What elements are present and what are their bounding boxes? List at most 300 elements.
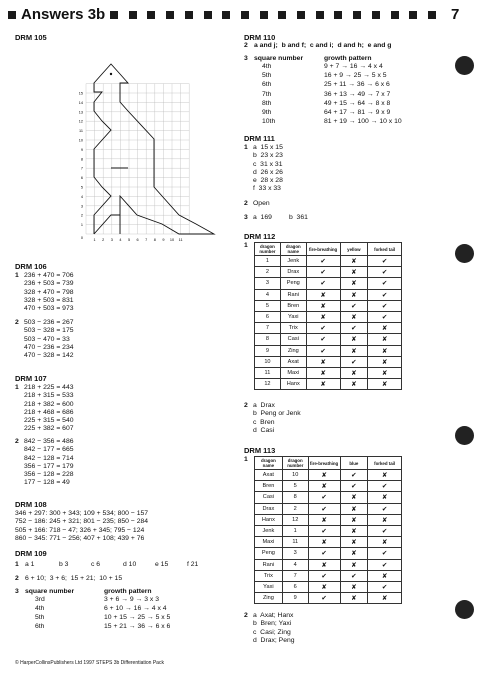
x-tick-label: 10 xyxy=(169,238,175,242)
drm108-heading: DRM 108 xyxy=(15,500,47,509)
table-cell: 5 xyxy=(282,481,308,492)
table-cell: 2 xyxy=(255,267,281,278)
page-title: Answers 3b xyxy=(21,6,106,23)
growth-pattern: 10 + 15 → 25 → 5 x 5 xyxy=(104,614,171,621)
growth-pattern: 16 + 9 → 25 → 5 x 5 xyxy=(324,72,387,80)
y-tick-label: 14 xyxy=(78,100,83,105)
drm111-q3-a: a 169 xyxy=(253,214,272,221)
answer-line: 470 − 328 = 142 xyxy=(24,352,74,360)
answer-line: 503 − 236 = 267 xyxy=(24,319,74,326)
banner-square xyxy=(129,11,137,19)
drm109-q3-right-heading: growth pattern xyxy=(104,588,152,595)
check-cell: ✘ xyxy=(340,334,368,345)
table-cell: Jenk xyxy=(280,256,306,267)
table-cell: 1 xyxy=(282,525,308,536)
check-cell: ✘ xyxy=(308,537,340,548)
check-cell: ✔ xyxy=(368,581,402,592)
question-number: 2 xyxy=(244,42,248,49)
check-cell: ✘ xyxy=(368,570,402,581)
table-cell: 9 xyxy=(255,345,281,356)
check-cell: ✔ xyxy=(308,492,340,503)
drm113-heading: DRM 113 xyxy=(244,446,276,455)
answer-line: 236 + 503 = 739 xyxy=(24,280,74,288)
y-tick-label: 6 xyxy=(80,176,83,181)
check-cell: ✘ xyxy=(306,367,340,378)
check-cell: ✔ xyxy=(368,481,402,492)
table-cell: Zing xyxy=(255,593,283,604)
check-cell: ✘ xyxy=(340,278,368,289)
square-number: 10th xyxy=(262,118,276,126)
answer-line: 218 + 225 = 443 xyxy=(24,384,74,391)
square-number: 4th xyxy=(35,605,45,612)
answer-line: 842 − 128 = 714 xyxy=(24,454,74,462)
table-row xyxy=(255,514,402,525)
check-cell: ✔ xyxy=(306,267,340,278)
table-cell: 11 xyxy=(255,367,281,378)
answer-line: 218 + 382 = 600 xyxy=(24,400,74,408)
answer-line: c Bren xyxy=(253,418,275,426)
answer-line: a Axat; Hanx xyxy=(253,612,294,619)
banner-square xyxy=(297,11,305,19)
answer-line: 225 + 382 = 607 xyxy=(24,425,74,433)
table-cell: Trix xyxy=(255,570,283,581)
square-number: 5th xyxy=(35,614,45,621)
column-header: fire-breathing xyxy=(306,243,340,256)
dragon-eye xyxy=(110,73,112,75)
table-row xyxy=(255,300,402,311)
check-cell: ✘ xyxy=(368,470,402,481)
column-header: dragon name xyxy=(255,457,283,470)
table-row xyxy=(255,323,402,334)
x-tick-label: 9 xyxy=(162,238,165,242)
check-cell: ✔ xyxy=(308,593,340,604)
growth-pattern: 3 + 6 → 9 → 3 x 3 xyxy=(104,596,159,603)
check-cell: ✘ xyxy=(306,379,340,390)
banner-square xyxy=(334,11,342,19)
drm111-q2: Open xyxy=(253,200,270,207)
question-number: 2 xyxy=(244,402,248,409)
y-tick-label: 10 xyxy=(78,138,83,143)
drm110-q3-left-heading: square number xyxy=(254,55,304,62)
check-cell: ✘ xyxy=(340,581,368,592)
x-tick-label: 2 xyxy=(102,238,105,242)
check-cell: ✔ xyxy=(306,278,340,289)
check-cell: ✔ xyxy=(308,525,340,536)
growth-pattern: 64 + 17 → 81 → 9 x 9 xyxy=(324,109,391,116)
answer-line: 346 + 297: 300 + 343; 109 + 534; 800 − 157 xyxy=(15,510,149,517)
check-cell: ✘ xyxy=(340,503,368,514)
binder-hole xyxy=(455,56,474,75)
square-number: 8th xyxy=(262,99,272,107)
question-number: 2 xyxy=(15,319,19,326)
question-number: 3 xyxy=(15,588,19,595)
table-row xyxy=(255,379,402,390)
banner-square xyxy=(8,11,16,19)
check-cell: ✘ xyxy=(340,289,368,300)
table-cell: 6 xyxy=(282,581,308,592)
table-cell: Drax xyxy=(255,503,283,514)
check-cell: ✔ xyxy=(368,267,402,278)
answer-line: 470 + 503 = 973 xyxy=(24,305,74,313)
growth-pattern: 15 + 21 → 36 → 6 x 6 xyxy=(104,623,171,630)
check-cell: ✘ xyxy=(340,256,368,267)
x-tick-label: 5 xyxy=(127,238,131,242)
drm109-q2: 6 + 10; 3 + 6; 15 + 21; 10 + 15 xyxy=(25,575,123,582)
check-cell: ✘ xyxy=(306,356,340,367)
banner-square xyxy=(316,11,324,19)
table-cell: 3 xyxy=(282,548,308,559)
column-header: blue xyxy=(340,457,368,470)
check-cell: ✔ xyxy=(368,525,402,536)
table-cell: Zing xyxy=(280,345,306,356)
table-cell: 11 xyxy=(282,537,308,548)
check-cell: ✘ xyxy=(368,356,402,367)
answer-line: 356 − 128 = 228 xyxy=(24,471,74,479)
y-tick-label: 1 xyxy=(80,223,83,228)
drm111-q3-b: b 361 xyxy=(289,214,308,221)
growth-pattern: 81 + 19 → 100 → 10 x 10 xyxy=(324,118,402,126)
table-cell: Hanx xyxy=(280,379,306,390)
x-tick-label: 4 xyxy=(119,238,122,242)
question-number: 3 xyxy=(244,55,248,62)
drm111-q1-list xyxy=(253,144,283,194)
table-cell: Casi xyxy=(255,492,283,503)
square-number: 3rd xyxy=(35,596,45,603)
answer-item: e 15 xyxy=(155,561,169,568)
column-header: dragon number xyxy=(255,243,281,256)
check-cell: ✘ xyxy=(308,514,340,525)
answer-line: 503 − 470 = 33 xyxy=(24,335,70,343)
x-tick-label: 1 xyxy=(93,238,96,242)
table-cell: Peng xyxy=(280,278,306,289)
growth-pattern: 49 + 15 → 64 → 8 x 8 xyxy=(324,99,391,107)
banner-square xyxy=(185,11,193,19)
table-cell: 8 xyxy=(255,334,281,345)
y-tick-label: 9 xyxy=(80,147,83,152)
check-cell: ✘ xyxy=(340,593,368,604)
question-number: 1 xyxy=(15,561,19,568)
table-row xyxy=(255,311,402,322)
answer-line: 225 + 315 = 540 xyxy=(24,417,74,425)
answer-line: a 15 x 15 xyxy=(253,144,283,151)
check-cell: ✔ xyxy=(306,345,340,356)
table-cell: Axat xyxy=(280,356,306,367)
drm110-q2: a and j; b and f; c and i; d and h; e and g xyxy=(254,42,392,49)
page-number: 7 xyxy=(451,6,460,23)
question-number: 2 xyxy=(244,200,248,207)
table-cell: Yaxi xyxy=(280,311,306,322)
check-cell: ✘ xyxy=(368,323,402,334)
check-cell: ✘ xyxy=(340,537,368,548)
growth-pattern: 6 + 10 → 16 → 4 x 4 xyxy=(104,605,167,612)
check-cell: ✘ xyxy=(368,345,402,356)
y-tick-label: 3 xyxy=(80,204,83,209)
question-number: 1 xyxy=(15,272,19,279)
table-row xyxy=(255,593,402,604)
check-cell: ✘ xyxy=(340,514,368,525)
answer-item: a 1 xyxy=(25,561,35,568)
square-number: 6th xyxy=(262,81,272,89)
drm109-heading: DRM 109 xyxy=(15,549,47,558)
y-tick-label: 15 xyxy=(78,91,83,96)
answer-item: f 21 xyxy=(187,561,199,568)
banner-square xyxy=(260,11,268,19)
drm107-heading: DRM 107 xyxy=(15,374,47,383)
table-row xyxy=(255,548,402,559)
answer-line: b 23 x 23 xyxy=(253,152,283,160)
binder-hole xyxy=(455,244,474,263)
column-header: yellow xyxy=(340,243,368,256)
check-cell: ✔ xyxy=(368,559,402,570)
drm109-q3-left-heading: square number xyxy=(25,588,75,595)
square-number: 7th xyxy=(262,90,272,98)
answer-line: 842 − 177 = 665 xyxy=(24,446,74,454)
answer-line: 752 − 186: 245 + 321; 801 − 235; 850 − 284 xyxy=(15,518,149,526)
table-cell: Hanx xyxy=(255,514,283,525)
table-cell: 6 xyxy=(255,311,281,322)
table-cell: Axat xyxy=(255,470,283,481)
table-row xyxy=(255,345,402,356)
answer-line: c Casi; Zing xyxy=(253,628,291,636)
question-number: 2 xyxy=(15,575,19,582)
answer-item: d 10 xyxy=(123,561,137,568)
check-cell: ✘ xyxy=(308,581,340,592)
column-header: dragon number xyxy=(282,457,308,470)
y-tick-label: 2 xyxy=(80,213,83,218)
check-cell: ✔ xyxy=(368,548,402,559)
table-cell: 5 xyxy=(255,300,281,311)
check-cell: ✘ xyxy=(340,345,368,356)
check-cell: ✘ xyxy=(340,559,368,570)
table-cell: 8 xyxy=(282,492,308,503)
table-row xyxy=(255,537,402,548)
table-row xyxy=(255,267,402,278)
answer-line: 236 + 470 = 706 xyxy=(24,272,74,279)
table-cell: 9 xyxy=(282,593,308,604)
table-cell: 3 xyxy=(255,278,281,289)
table-cell: Peng xyxy=(255,548,283,559)
growth-pattern: 9 + 7 → 16 → 4 x 4 xyxy=(324,63,383,70)
binder-hole xyxy=(455,600,474,619)
check-cell: ✔ xyxy=(340,300,368,311)
check-cell: ✘ xyxy=(306,289,340,300)
question-number: 2 xyxy=(15,438,19,445)
x-tick-label: 11 xyxy=(178,238,183,242)
square-number: 5th xyxy=(262,72,272,80)
column-header: forked tail xyxy=(368,243,402,256)
question-number: 1 xyxy=(244,456,248,463)
table-row xyxy=(255,503,402,514)
drm111-heading: DRM 111 xyxy=(244,134,275,143)
drm112-table xyxy=(254,242,402,390)
binder-hole xyxy=(455,426,474,445)
check-cell: ✔ xyxy=(308,548,340,559)
banner-square xyxy=(278,11,286,19)
table-row xyxy=(255,492,402,503)
table-cell: 4 xyxy=(255,289,281,300)
table-row xyxy=(255,525,402,536)
check-cell: ✔ xyxy=(368,256,402,267)
y-tick-label: 8 xyxy=(80,157,83,162)
check-cell: ✘ xyxy=(340,548,368,559)
table-cell: 2 xyxy=(282,503,308,514)
table-cell: Bren xyxy=(255,481,283,492)
table-cell: Maxi xyxy=(280,367,306,378)
check-cell: ✘ xyxy=(308,559,340,570)
check-cell: ✘ xyxy=(340,525,368,536)
check-cell: ✘ xyxy=(368,537,402,548)
table-row xyxy=(255,559,402,570)
table-cell: Jenk xyxy=(255,525,283,536)
square-number: 4th xyxy=(262,63,272,70)
square-number: 9th xyxy=(262,109,272,116)
answer-line: 218 + 468 = 686 xyxy=(24,408,74,416)
table-row xyxy=(255,470,402,481)
table-cell: Rani xyxy=(280,289,306,300)
y-tick-label: 12 xyxy=(78,119,83,124)
check-cell: ✔ xyxy=(340,570,368,581)
drm106-q2-list xyxy=(24,319,74,360)
column-header: fire-breathing xyxy=(308,457,340,470)
x-tick-label: 3 xyxy=(110,238,113,242)
drm107-q2-list xyxy=(24,438,74,488)
check-cell: ✔ xyxy=(340,356,368,367)
table-cell: 4 xyxy=(282,559,308,570)
question-number: 1 xyxy=(244,144,248,151)
banner-square xyxy=(428,11,436,19)
banner-square xyxy=(241,11,249,19)
answer-line: 177 − 128 = 49 xyxy=(24,479,70,487)
growth-pattern: 25 + 11 → 36 → 6 x 6 xyxy=(324,81,390,89)
table-cell: 7 xyxy=(282,570,308,581)
banner-square xyxy=(222,11,230,19)
check-cell: ✔ xyxy=(340,323,368,334)
banner-square xyxy=(391,11,399,19)
check-cell: ✘ xyxy=(368,593,402,604)
answer-line: 356 − 177 = 179 xyxy=(24,462,74,470)
y-tick-label: 11 xyxy=(79,129,83,134)
answer-line: e 28 x 28 xyxy=(253,177,283,185)
drm106-q1-list xyxy=(24,272,74,313)
banner-square xyxy=(110,11,118,19)
question-number: 1 xyxy=(244,242,248,249)
table-cell: Drax xyxy=(280,267,306,278)
answer-line: d Casi xyxy=(253,426,275,434)
drm112-heading: DRM 112 xyxy=(244,232,276,241)
answer-line: b Peng or Jenk xyxy=(253,410,301,418)
check-cell: ✘ xyxy=(368,379,402,390)
check-cell: ✘ xyxy=(340,492,368,503)
answer-line: 860 − 345: 771 − 256; 407 + 108; 439 + 76 xyxy=(15,534,145,542)
check-cell: ✔ xyxy=(340,470,368,481)
answer-line: 218 + 315 = 533 xyxy=(24,392,74,400)
check-cell: ✔ xyxy=(368,503,402,514)
y-tick-label: 7 xyxy=(80,166,83,171)
check-cell: ✘ xyxy=(340,311,368,322)
check-cell: ✘ xyxy=(340,267,368,278)
table-row xyxy=(255,356,402,367)
answer-line: 328 + 503 = 831 xyxy=(24,296,74,304)
check-cell: ✘ xyxy=(306,300,340,311)
check-cell: ✘ xyxy=(340,367,368,378)
check-cell: ✔ xyxy=(308,570,340,581)
check-cell: ✔ xyxy=(306,323,340,334)
banner-square xyxy=(166,11,174,19)
table-cell: Yaxi xyxy=(255,581,283,592)
answer-line: 470 − 236 = 234 xyxy=(24,343,74,351)
table-row xyxy=(255,278,402,289)
check-cell: ✔ xyxy=(306,334,340,345)
table-cell: Maxi xyxy=(255,537,283,548)
banner-square xyxy=(147,11,155,19)
x-tick-label: 6 xyxy=(136,238,139,242)
check-cell: ✔ xyxy=(368,311,402,322)
table-cell: 10 xyxy=(255,356,281,367)
check-cell: ✔ xyxy=(340,481,368,492)
drm113-table xyxy=(254,456,402,604)
check-cell: ✔ xyxy=(306,256,340,267)
check-cell: ✔ xyxy=(368,300,402,311)
table-row xyxy=(255,289,402,300)
check-cell: ✘ xyxy=(308,470,340,481)
banner-square xyxy=(353,11,361,19)
check-cell: ✘ xyxy=(306,311,340,322)
drm107-q1-list xyxy=(24,384,74,434)
table-row xyxy=(255,481,402,492)
table-cell: 12 xyxy=(282,514,308,525)
table-cell: Casi xyxy=(280,334,306,345)
coordinate-grid xyxy=(64,46,224,252)
drm108-lines xyxy=(15,510,148,543)
check-cell: ✘ xyxy=(368,514,402,525)
answer-line: d 26 x 26 xyxy=(253,168,283,176)
x-tick-label: 7 xyxy=(145,238,148,242)
drm113-q2-list xyxy=(253,612,295,645)
column-header: forked tail xyxy=(368,457,402,470)
drm110-heading: DRM 110 xyxy=(244,33,276,42)
answer-line: 842 − 356 = 486 xyxy=(24,438,74,445)
table-cell: Trix xyxy=(280,323,306,334)
table-row xyxy=(255,367,402,378)
table-row xyxy=(255,581,402,592)
check-cell: ✔ xyxy=(308,503,340,514)
banner-square xyxy=(409,11,417,19)
answer-line: b Bren; Yaxi xyxy=(253,620,292,628)
check-cell: ✔ xyxy=(368,278,402,289)
square-number: 6th xyxy=(35,623,45,630)
answer-line: c 31 x 31 xyxy=(253,160,283,168)
answer-line: f 33 x 33 xyxy=(253,185,281,193)
question-number: 2 xyxy=(244,612,248,619)
x-tick-label: 8 xyxy=(153,238,156,242)
question-number: 3 xyxy=(244,214,248,221)
origin-label: 0 xyxy=(80,236,83,240)
check-cell: ✘ xyxy=(368,367,402,378)
table-cell: 1 xyxy=(255,256,281,267)
growth-pattern: 36 + 13 → 49 → 7 x 7 xyxy=(324,90,391,98)
banner-square xyxy=(204,11,212,19)
answer-line: a Drax xyxy=(253,402,275,409)
y-tick-label: 5 xyxy=(80,185,83,190)
check-cell: ✘ xyxy=(340,379,368,390)
drm106-heading: DRM 106 xyxy=(15,262,47,271)
answer-line: 328 + 470 = 798 xyxy=(24,288,74,296)
answer-line: d Drax; Peng xyxy=(253,636,295,644)
footer-copyright: © HarperCollinsPublishers Ltd 1997 STEPS 3b Differentiation Pack xyxy=(15,660,164,666)
check-cell: ✘ xyxy=(368,334,402,345)
banner-square xyxy=(372,11,380,19)
y-tick-label: 13 xyxy=(78,110,83,115)
